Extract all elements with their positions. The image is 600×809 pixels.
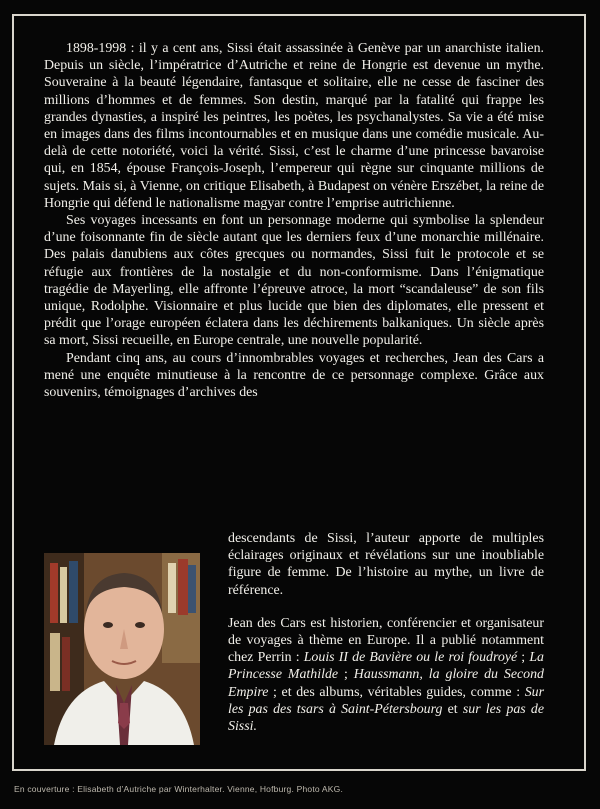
bio-separator: ;: [338, 667, 354, 683]
description-text: [44, 40, 544, 401]
book-title-louis-ii: Louis II de Bavière ou le roi foudroyé: [303, 650, 518, 666]
paragraph-enquete: Pendant cinq ans, au cours d’innombrables voyages et recherches, Jean des Cars a mené une enquête minutieuse à la rencontre de ce personnage complexe. Grâce aux souvenirs, témoignages d’archives des: [44, 350, 544, 401]
cover-caption: En couverture : Elisabeth d’Autriche par Winterhalter. Vienne, Hofburg. Photo AKG.: [14, 784, 344, 794]
book-title-princesse-mathilde: La Princesse Mathilde: [228, 650, 544, 683]
book-title-haussmann: Haussmann, la gloire du Second Empire: [228, 667, 544, 700]
paragraph-intro: 1898-1998 : il y a cent ans, Sissi était assassinée à Genève par un anarchiste italien. Depuis un siècle, l’impératrice d’Autriche et reine de Hongrie est devenue un mythe. Souveraine à la beauté légendaire, fantasque et solitaire, elle ne cesse de fasciner des millions d’hommes et de femmes. Son destin, marqué par la fatalité qui frappe les grandes dynasties, a inspiré les peintres, les poètes, les psychanalystes. Sa vie a été mise en images dans des films incontournables et en musique dans une comédie musicale. Au-delà de cette notoriété, voici la vérité. Sissi, c’est le charme d’une princesse bavaroise qui, en 1854, épouse François-Joseph, l’empereur qui règne sur cinquante millions de sujets. Mais si, à Vienne, on critique Elisabeth, à Budapest on vénère Erszébet, la reine de Hongrie qui défend le nationalisme magyar contre l’emprise autrichienne.: [44, 41, 544, 211]
author-bio: [228, 615, 544, 735]
author-photo: [44, 553, 200, 745]
bio-mid: ; et des albums, véritables guides, comme :: [268, 684, 525, 700]
paragraph-voyages: Ses voyages incessants en font un personnage moderne qui symbolise la splendeur d’une foisonnante fin de siècle autant que les derniers feux d’une monarchie millénaire. Des palais danubiens aux côtes grecques ou normandes, Sissi fuit le protocole et se réfugie aux frontières de la nostalgie et du non-conformisme. Dans l’énigmatique tragédie de Mayerling, elle affronte l’épreuve atroce, la mort “scandaleuse” de son fils unique, Rodolphe. Visionnaire et plus lucide que bien des diplomates, elle pressent et prédit que l’orage européen éclatera dans les déchirements balkaniques. Un siècle après sa mort, Sissi recueille, en Europe centrale, une nouvelle popularité.: [44, 213, 544, 349]
bio-and: et: [442, 701, 463, 717]
bio-intro: Jean des Cars est historien, conférencier et organisateur de voyages à thème en Europe. Il a publié notamment chez Perrin :: [228, 615, 544, 666]
book-title-sissi: sur les pas de Sissi.: [228, 701, 544, 735]
paragraph-enquete-continued: descendants de Sissi, l’auteur apporte de multiples éclairages originaux et révélations sur une inoubliable figure de femme. De l’histoire au mythe, un livre de référence.: [228, 531, 544, 598]
book-title-tsars: Sur les pas des tsars à Saint-Pétersbourg: [228, 684, 544, 717]
wrapped-text-column: [228, 530, 544, 735]
bio-separator: ;: [517, 650, 530, 666]
